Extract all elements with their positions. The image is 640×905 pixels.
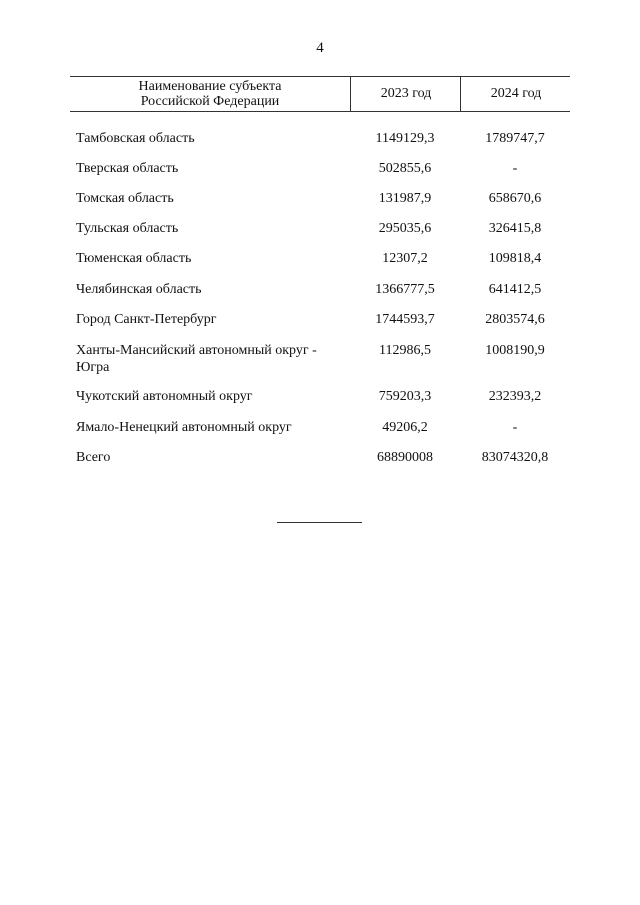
row-name: Ямало-Ненецкий автономный округ [76,420,292,435]
row-name: Тамбовская область [76,131,195,146]
row-value-2023: 1744593,7 [375,312,435,327]
row-name: Тульская область [76,221,179,236]
header-2023: 2023 год [350,77,461,111]
row-value-2023: 68890008 [377,450,433,465]
row-value-2024: 2803574,6 [485,312,545,327]
row-value-2024: - [512,420,518,435]
row-name: Всего [76,450,111,465]
row-value-2024: 1008190,9 [485,343,545,358]
row-name: Челябинская область [76,282,202,297]
budget-table [70,76,570,112]
header-region-name [70,77,350,111]
row-value-2024: 232393,2 [488,389,542,404]
row-value-2023: 502855,6 [378,161,432,176]
row-value-2023: 112986,5 [379,343,431,358]
row-value-2024: 109818,4 [488,251,542,266]
row-value-2024: 658670,6 [488,191,542,206]
table-header [70,76,570,112]
row-value-2023: 12307,2 [382,251,428,266]
row-value-2023: 295035,6 [378,221,432,236]
row-value-2023: 49206,2 [382,420,428,435]
header-region-name-line1: Наименование субъекта [138,79,282,94]
row-value-2024: 641412,5 [488,282,542,297]
row-value-2023: 1149129,3 [375,131,435,146]
row-name-multiline [76,342,348,376]
header-region-name-line2: Российской Федерации [140,94,280,109]
row-value-2024: 83074320,8 [481,450,549,465]
row-name: Тюменская область [76,251,192,266]
row-name: Тверская область [76,161,179,176]
row-value-2023: 1366777,5 [375,282,435,297]
row-value-2023: 131987,9 [378,191,432,206]
row-name-line1: Ханты-Мансийский автономный округ - [76,343,317,358]
row-name: Томская область [76,191,174,206]
page-number: 4 [316,40,324,56]
row-value-2024: 326415,8 [488,221,542,236]
header-2024: 2024 год [460,77,571,111]
row-value-2023: 759203,3 [378,389,432,404]
row-value-2024: - [512,161,518,176]
row-value-2024: 1789747,7 [485,131,545,146]
row-name: Чукотский автономный округ [76,389,253,404]
row-name: Город Санкт-Петербург [76,312,217,327]
end-of-document-divider [277,522,362,523]
row-name-line2: Югра [76,360,110,375]
